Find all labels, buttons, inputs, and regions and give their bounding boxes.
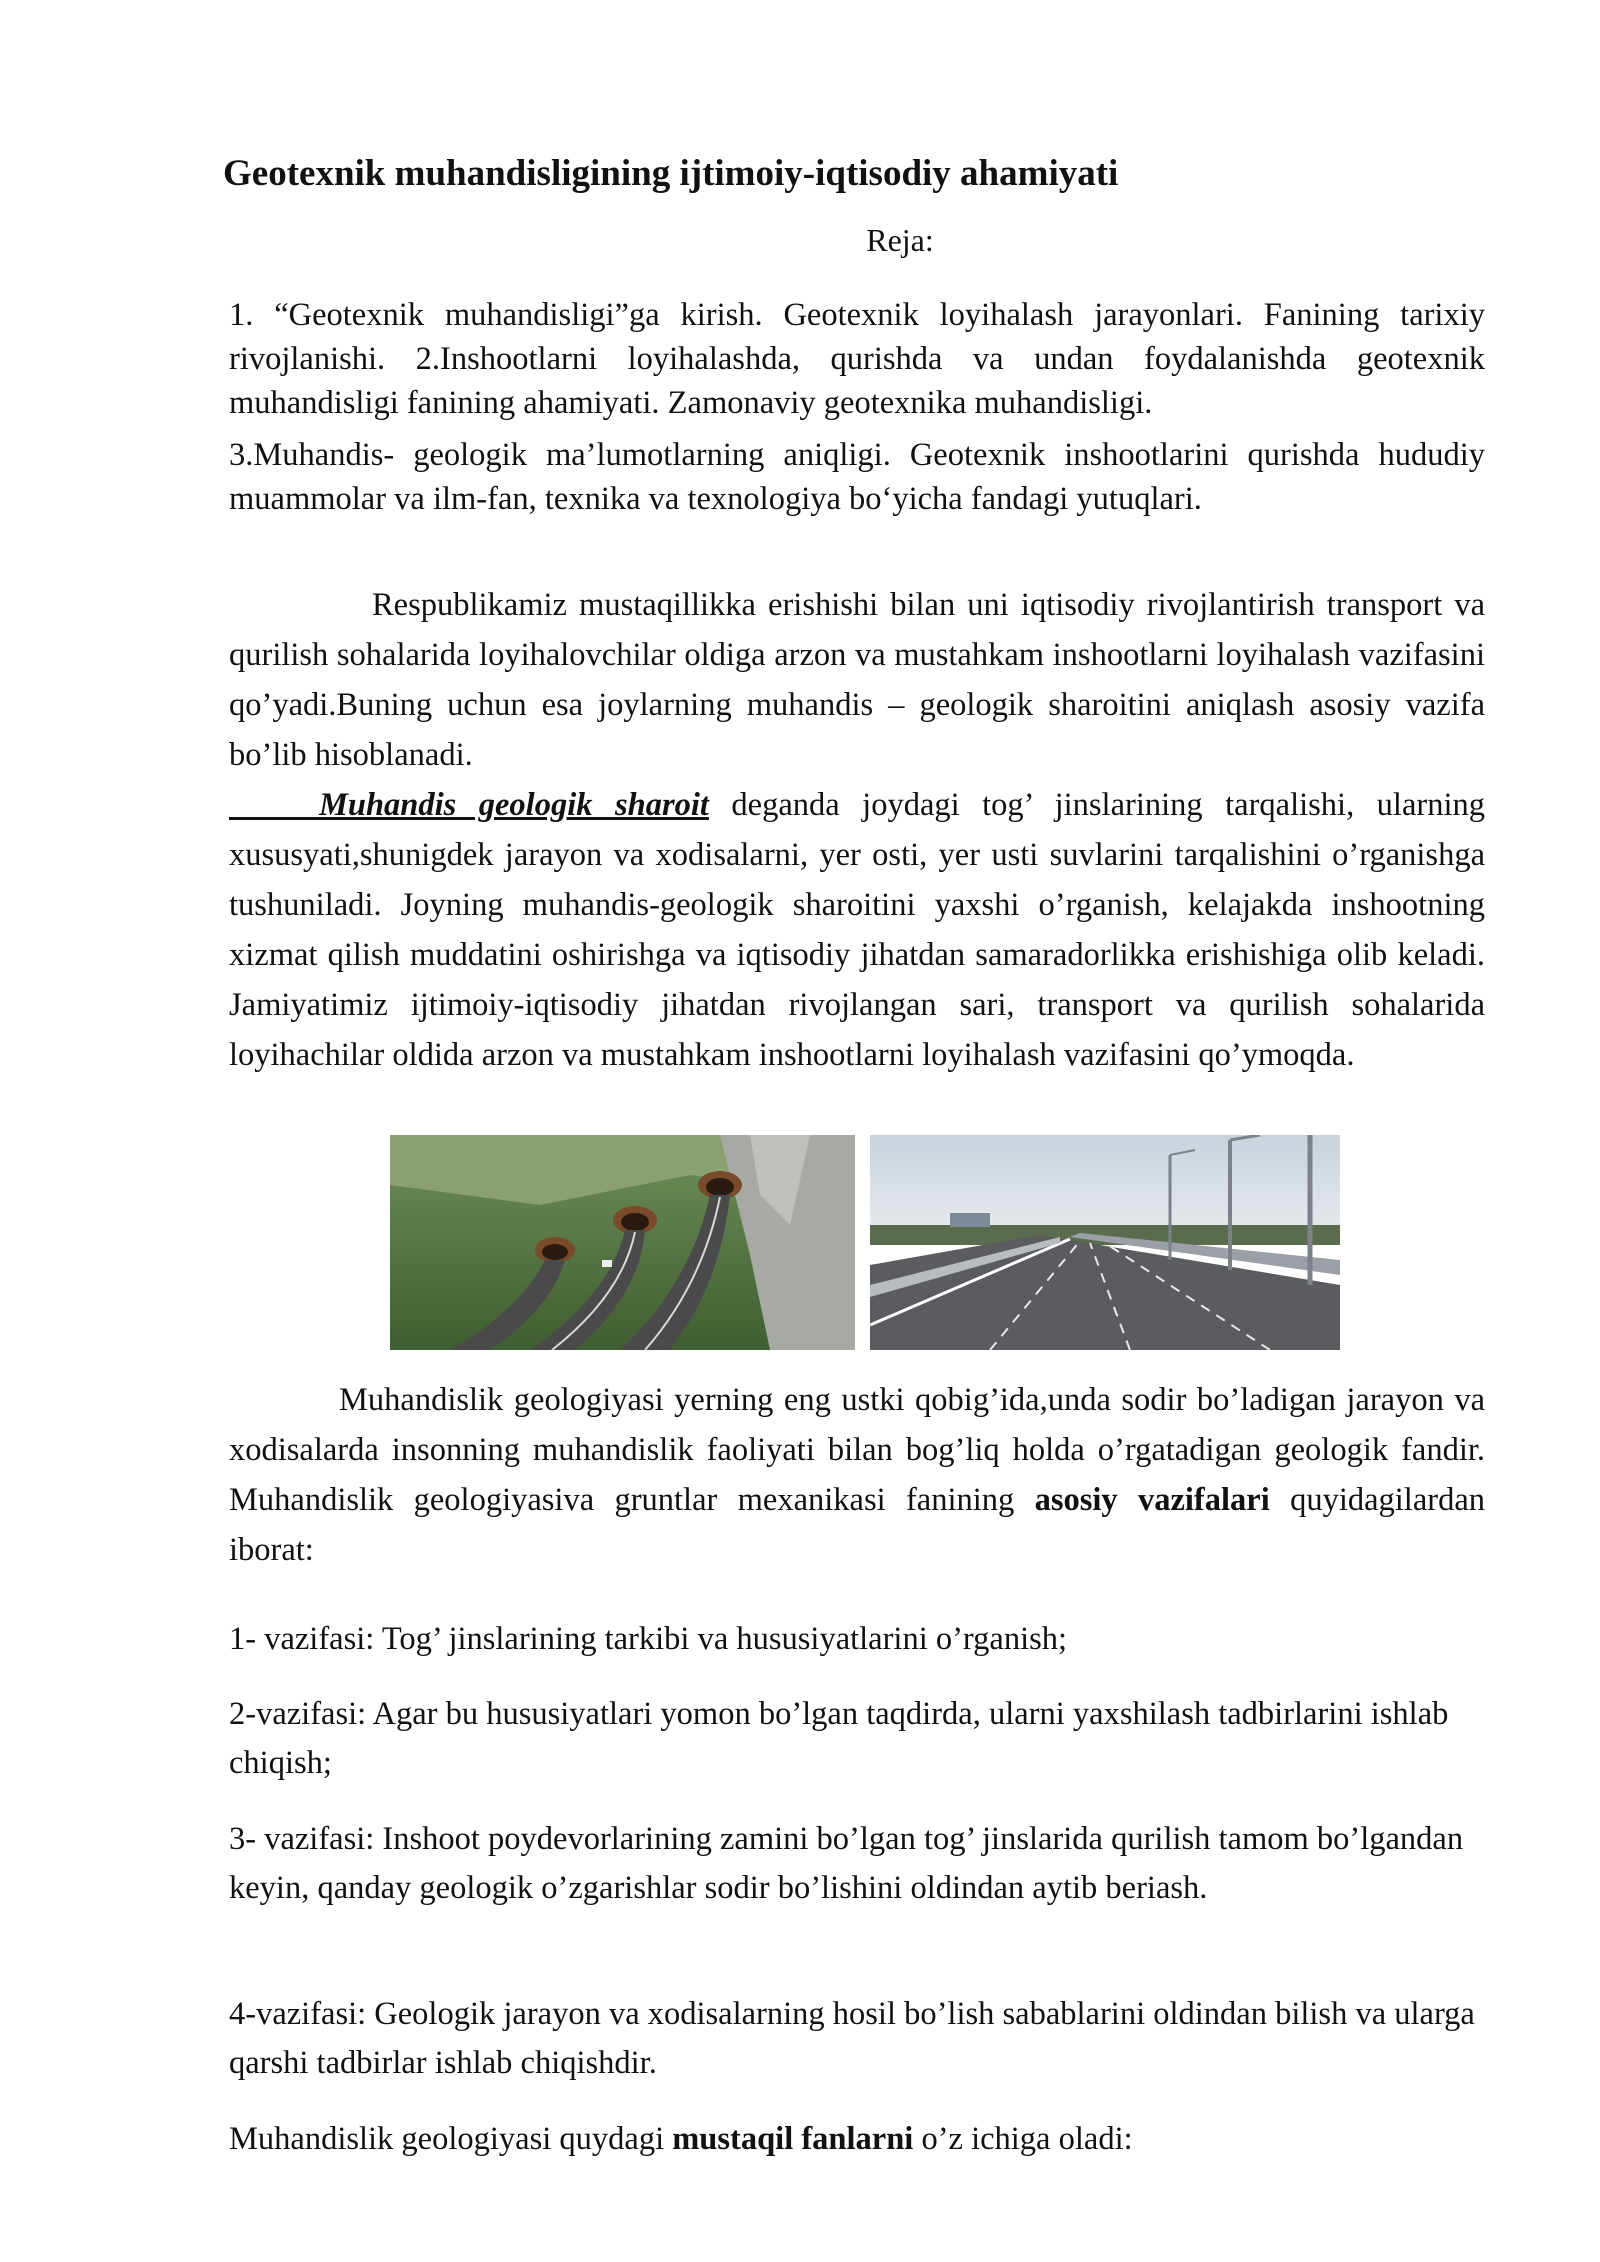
intro-text bbox=[229, 580, 1485, 1080]
task-1-block bbox=[229, 1615, 1485, 1664]
plan-list bbox=[229, 293, 1485, 521]
closing-line bbox=[229, 2115, 1485, 2164]
paragraph-intro: Respublikamiz mustaqillikka erishishi bilan uni iqtisodiy rivojlantirish transport va qurilish sohalarida loyihalovchilar oldiga arzon va mustahkam inshootlarni loyihalash vazifasini qo’yadi.Buning uchun esa joylarning muhandis – geologik sharoitini aniqlash asosiy vazifa bo’lib hisoblanadi. bbox=[229, 587, 1485, 773]
document-title: Geotexnik muhandisligining ijtimoiy-iqtisodiy ahamiyati bbox=[223, 153, 1119, 194]
paragraph-definition bbox=[229, 780, 1485, 1080]
plan-heading: Reja: bbox=[866, 222, 934, 258]
highway-photo bbox=[870, 1135, 1340, 1350]
definition-text: deganda joydagi tog’ jinslarining tarqalishi, ularning xususyati,shunigdek jarayon va xodisalarni, yer osti, yer usti suvlarini tarqalishini o’rganishga tushuniladi. Joyning muhandis-geologik sharoitini yaxshi o’rganish, kelajakda inshootning xizmat qilish muddatini oshirishga va iqtisodiy jihatdan samaradorlikka erishishiga olib keladi. Jamiyatimiz ijtimoiy-iqtisodiy jihatdan rivojlangan sari, transport va qurilish sohalarida loyihachilar oldida arzon va mustahkam inshootlarni loyihalash vazifasini qo’ymoqda. bbox=[229, 787, 1485, 1073]
task-4-block bbox=[229, 1990, 1485, 2088]
closing-text-end: o’z ichiga oladi: bbox=[913, 2121, 1133, 2157]
main-tasks-term: asosiy vazifalari bbox=[1034, 1482, 1270, 1518]
closing-text: Muhandislik geologiyasi quydagi bbox=[229, 2121, 673, 2157]
task-1: 1- vazifasi: Tog’ jinslarining tarkibi va hususiyatlarini o’rganish; bbox=[229, 1621, 1068, 1657]
task-2: 2-vazifasi: Agar bu hususiyatlari yomon bo’lgan taqdirda, ularni yaxshilash tadbirlarini ishlab chiqish; bbox=[229, 1696, 1449, 1781]
task-2-block bbox=[229, 1690, 1485, 1788]
plan-item-1: 1. “Geotexnik muhandisligi”ga kirish. Geotexnik loyihalash jarayonlari. Fanining tarixiy rivojlanishi. 2.Inshootlarni loyihalashda, qurishda va undan foydalanishda geotexnik muhandisligi fanining ahamiyati. Zamonaviy geotexnika muhandisligi. bbox=[229, 297, 1485, 421]
task-3-block bbox=[229, 1815, 1485, 1913]
independent-sciences-term: mustaqil fanlarni bbox=[672, 2121, 914, 2157]
paragraph-geology bbox=[229, 1375, 1485, 1575]
task-4: 4-vazifasi: Geologik jarayon va xodisalarning hosil bo’lish sabablarini oldindan bilish va ularga qarshi tadbirlar ishlab chiqishdir. bbox=[229, 1996, 1475, 2081]
photo-row bbox=[390, 1135, 1340, 1350]
closing-block bbox=[229, 2115, 1485, 2164]
defined-term: Muhandis geologik sharoit bbox=[318, 787, 709, 823]
geology-text-end: quyidagilardan iborat: bbox=[229, 1482, 1485, 1568]
underline-lead bbox=[229, 787, 319, 823]
tunnel-road-photo bbox=[390, 1135, 855, 1350]
plan-item-3: 3.Muhandis- geologik ma’lumotlarning aniqligi. Geotexnik inshootlarini qurishda hududiy muammolar va ilm-fan, texnika va texnologiya bo‘yicha fandagi yutuqlari. bbox=[229, 437, 1485, 517]
tasks-intro bbox=[229, 1375, 1485, 1575]
task-3: 3- vazifasi: Inshoot poydevorlarining zamini bo’lgan tog’ jinslarida qurilish tamom bo’lgandan keyin, qanday geologik o’zgarishlar sodir bo’lishini oldindan aytib beriash. bbox=[229, 1821, 1464, 1906]
geology-text: Muhandislik geologiyasi yerning eng ustki qobig’ida,unda sodir bo’ladigan jarayon va xodisalarda insonning muhandislik faoliyati bilan bog’liq holda o’rgatadigan geologik fandir. Muhandislik geologiyasiva gruntlar mexanikasi fanining bbox=[229, 1382, 1485, 1518]
